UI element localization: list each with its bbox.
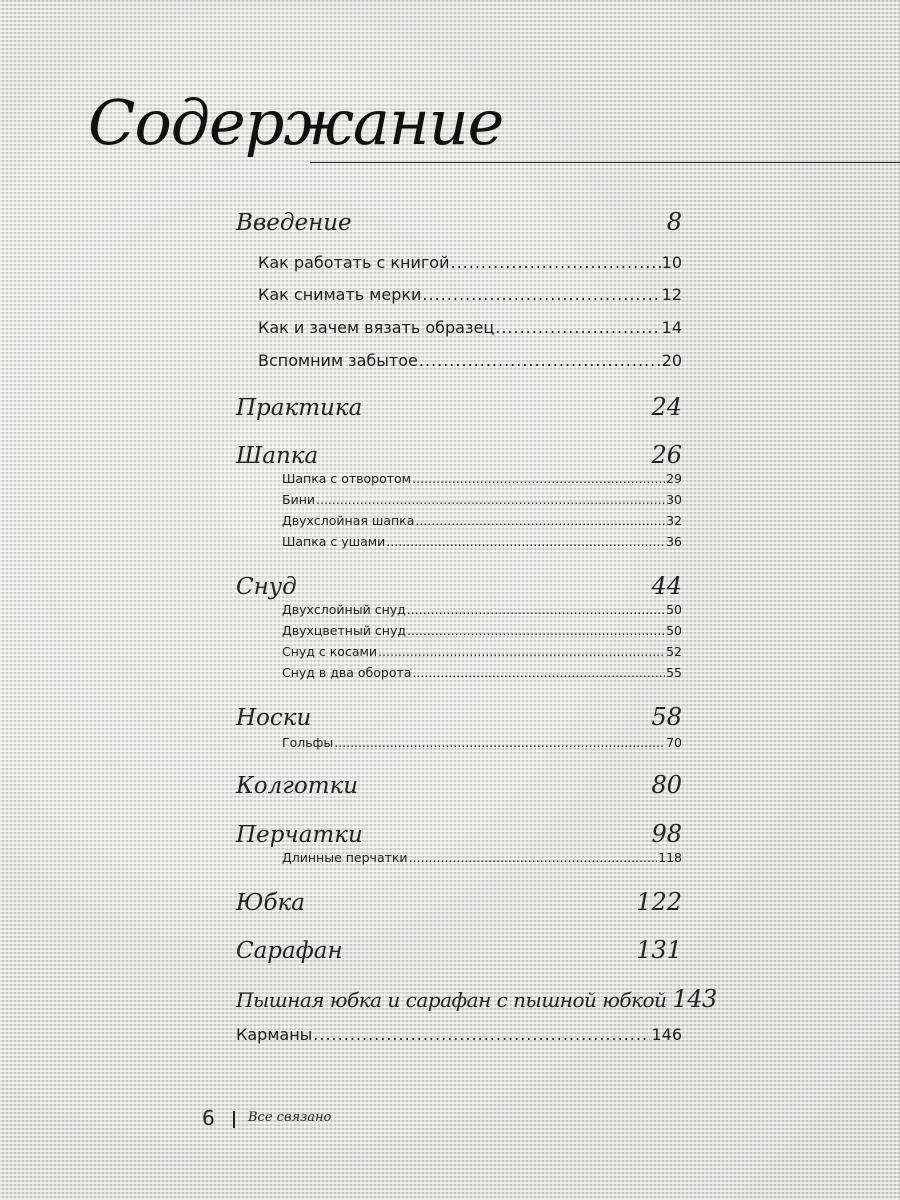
toc-entry[interactable]: Двухслойная шапка ..... 32	[282, 513, 682, 528]
toc-entry[interactable]: Двухслойный снуд ..... 50	[282, 602, 682, 617]
toc-entry[interactable]: Как работать с книгой ..... 10	[258, 253, 682, 272]
toc-section-skirt[interactable]: Юбка 122	[236, 888, 682, 916]
toc-entry[interactable]: Карманы ..... 146	[236, 1025, 682, 1044]
toc-entry[interactable]: Гольфы ..... 70	[282, 735, 682, 750]
toc-entry[interactable]: Как и зачем вязать образец ..... 14	[258, 318, 682, 337]
running-footer-title: Все связано	[248, 1110, 332, 1125]
section-page: 8	[666, 208, 682, 236]
section-label: Введение	[236, 210, 352, 236]
toc-section-socks[interactable]: Носки 58	[236, 703, 682, 731]
toc-entry[interactable]: Бини ..... 30	[282, 492, 682, 507]
toc-entry[interactable]: Снуд в два оборота ..... 55	[282, 665, 682, 680]
toc-section-tights[interactable]: Колготки 80	[236, 771, 682, 799]
toc-entry[interactable]: Снуд с косами ..... 52	[282, 644, 682, 659]
toc-entry[interactable]: Как снимать мерки ..... 12	[258, 285, 682, 304]
toc-entry[interactable]: Шапка с ушами ..... 36	[282, 534, 682, 549]
title-rule	[310, 162, 900, 163]
toc-entry[interactable]: Шапка с отворотом ..... 29	[282, 471, 682, 486]
footer-divider	[233, 1111, 235, 1128]
toc-entry[interactable]: Длинные перчатки ..... 118	[282, 850, 682, 865]
toc-entry[interactable]: Вспомним забытое ..... 20	[258, 351, 682, 370]
toc-section-snood[interactable]: Снуд 44	[236, 572, 682, 600]
toc-section-fluffy-skirt[interactable]: Пышная юбка и сарафан с пышной юбкой 143	[236, 985, 717, 1013]
toc-section-practice[interactable]: Практика 24	[236, 393, 682, 421]
toc-section-gloves[interactable]: Перчатки 98	[236, 820, 682, 848]
toc-section-sundress[interactable]: Сарафан 131	[236, 936, 682, 964]
toc-section-intro[interactable]	[236, 208, 682, 236]
page-number: 6	[202, 1106, 215, 1130]
toc-section-hat[interactable]: Шапка 26	[236, 441, 682, 469]
page-title: Содержание	[88, 86, 504, 159]
toc-entry[interactable]: Двухцветный снуд ..... 50	[282, 623, 682, 638]
